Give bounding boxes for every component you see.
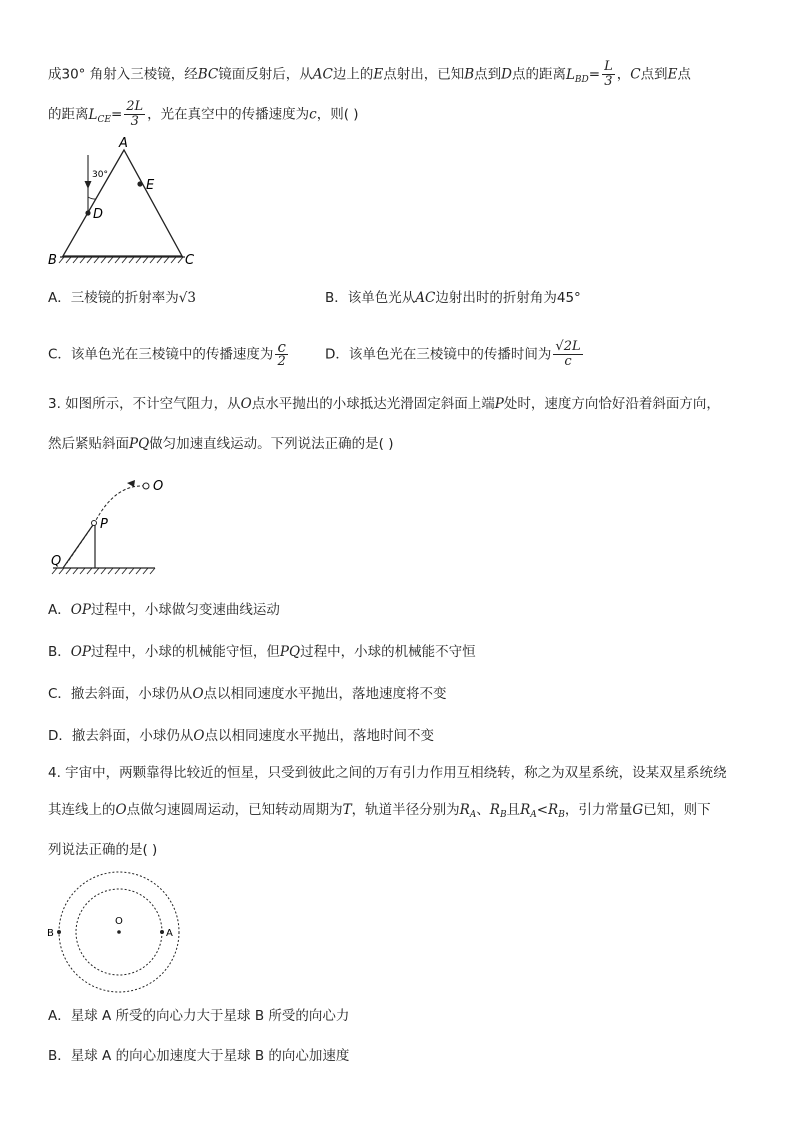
incline-surface: [63, 522, 95, 568]
q3-option-b[interactable]: B．OP过程中，小球的机械能守恒，但PQ过程中，小球的机械能不守恒: [48, 644, 476, 660]
direction-arrow-icon: [127, 480, 135, 487]
q2-option-c[interactable]: C．该单色光在三棱镜中的传播速度为 $\frac{c}{2}$: [48, 338, 286, 369]
fraction-root2l-over-c: $\frac{√2L}{c}$: [555, 339, 581, 369]
label-o: O: [153, 479, 164, 494]
q2-option-d[interactable]: D．该单色光在三棱镜中的传播时间为 $\frac{√2L}{c}$: [325, 339, 581, 369]
label-b: B: [47, 928, 54, 939]
q2-text-line-2: 的距离$L_{CE}=$ $\frac{2L}{3}$ ，光在真空中的传播速度为c，则( ): [48, 99, 359, 129]
q3-text-line-1: 3. 如图所示，不计空气阻力，从O点水平抛出的小球抵达光滑固定斜面上端P处时，速度方向恰好沿着斜面方向，: [48, 396, 720, 412]
length-bd: $L_{BD}$: [565, 66, 589, 85]
q2-option-a[interactable]: A．三棱镜的折射率为√3: [48, 290, 196, 306]
q3-text-line-2: 然后紧贴斜面PQ做匀加速直线运动。下列说法正确的是( ): [48, 436, 394, 452]
angle-label: 30°: [92, 170, 108, 180]
q4-option-b[interactable]: B．星球 A 的向心加速度大于星球 B 的向心加速度: [48, 1048, 350, 1064]
label-o: O: [115, 916, 123, 927]
fraction-l-over-3: $\frac{L}{3}$: [604, 59, 613, 89]
fraction-2l-over-3: $\frac{2L}{3}$: [126, 99, 144, 129]
star-a: [160, 930, 164, 934]
q4-text-line-3: 列说法正确的是( ): [48, 842, 158, 858]
center-o: [117, 930, 121, 934]
q3-option-d[interactable]: D．撤去斜面，小球仍从O点以相同速度水平抛出，落地时间不变: [48, 728, 434, 744]
label-a: A: [166, 928, 173, 939]
q3-option-c[interactable]: C．撤去斜面，小球仍从O点以相同速度水平抛出，落地速度将不变: [48, 686, 447, 702]
fraction-c-over-2: $\frac{c}{2}$: [277, 338, 286, 369]
point-d: [85, 210, 90, 215]
label-c: C: [185, 253, 195, 268]
prism-triangle: [63, 150, 182, 256]
q4-text-line-2: 其连线上的O点做匀速圆周运动，已知转动周期为T，轨道半径分别为$R_A$、$R_B$且$R_A<R_B$，引力常量G已知，则下: [48, 802, 711, 820]
label-d: D: [93, 207, 104, 222]
ray-arrow-icon: [85, 181, 92, 189]
star-b: [57, 930, 61, 934]
mirror-hatching: [59, 257, 183, 263]
incline-diagram: [45, 470, 175, 580]
angle-arc: [88, 197, 96, 199]
ground-hatching: [52, 568, 155, 574]
ball-at-p: [92, 521, 97, 526]
point-e: [137, 181, 142, 186]
q2-text-line-1: 成30° 角射入三棱镜，经BC镜面反射后，从AC边上的E点射出，已知B点到D点的距离$L_{BD}=$ $\frac{L}{3}$ ，C点到E点: [48, 59, 691, 89]
ball-at-o: [143, 483, 149, 489]
prism-diagram: [40, 135, 210, 270]
q2-option-b[interactable]: B．该单色光从AC边射出时的折射角为45°: [325, 290, 581, 306]
label-e: E: [146, 178, 155, 193]
q4-text-line-1: 4. 宇宙中，两颗靠得比较近的恒星，只受到彼此之间的万有引力作用互相绕转，称之为双星系统，设某双星系统绕: [48, 765, 727, 781]
label-p: P: [100, 517, 108, 532]
length-ce: $L_{CE}$: [88, 106, 111, 125]
q4-option-a[interactable]: A．星球 A 所受的向心力大于星球 B 所受的向心力: [48, 1008, 350, 1024]
label-q: Q: [51, 554, 62, 569]
binary-star-diagram: [40, 868, 190, 998]
q3-option-a[interactable]: A．OP过程中，小球做匀变速曲线运动: [48, 602, 280, 618]
label-a: A: [119, 136, 128, 151]
label-b: B: [48, 253, 57, 268]
